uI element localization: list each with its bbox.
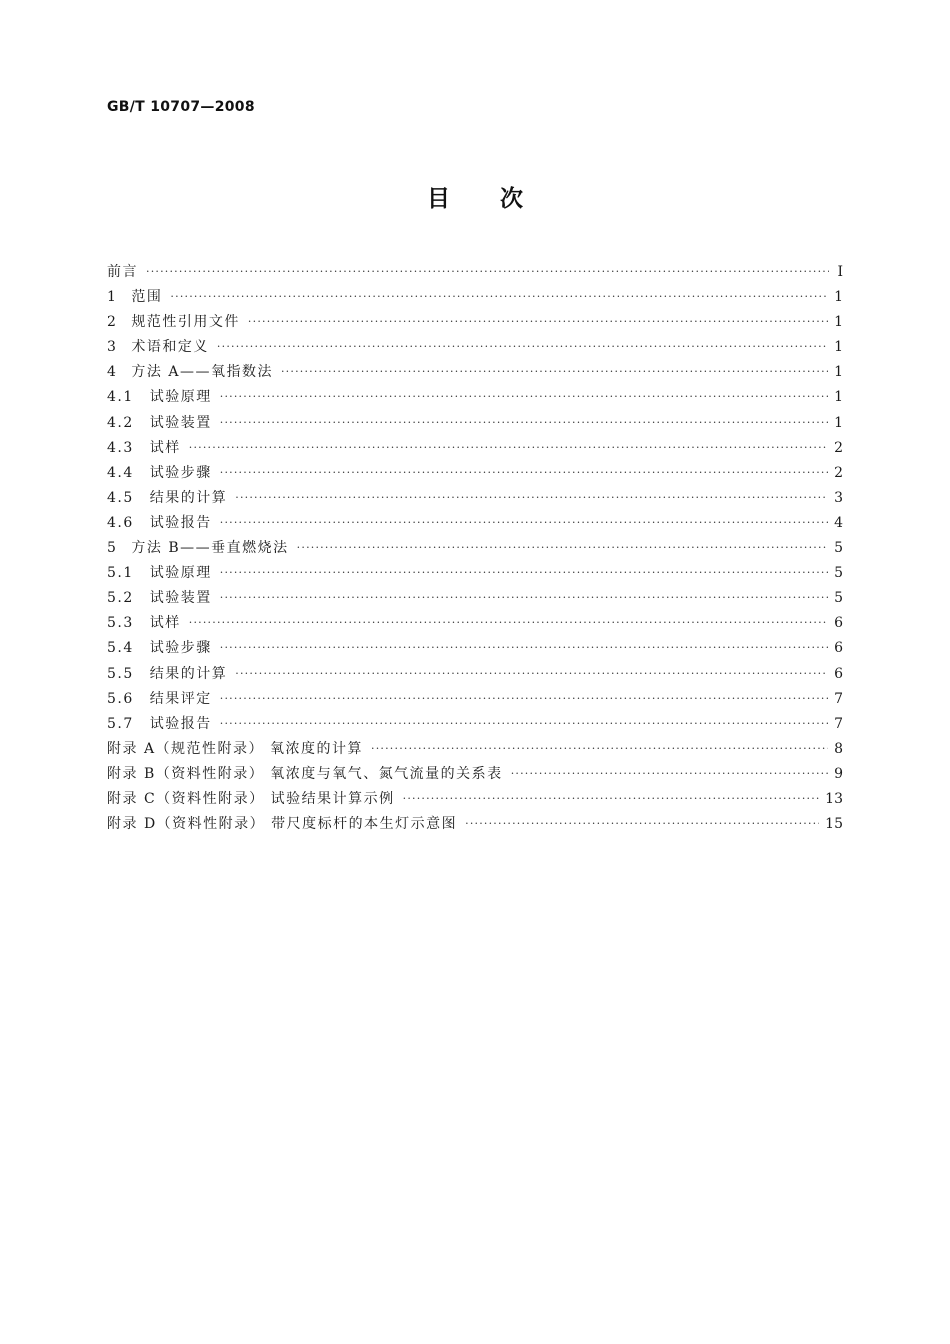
toc-leader-dots [217, 334, 828, 359]
toc-row[interactable] [107, 536, 843, 561]
toc-page-number: 1 [834, 389, 843, 406]
toc-row[interactable] [107, 335, 843, 360]
toc-row[interactable] [107, 762, 843, 787]
toc-leader-dots [220, 711, 828, 736]
toc-page-number: 1 [834, 314, 843, 331]
toc-label: 试验装置 [149, 414, 212, 431]
toc-row[interactable] [107, 561, 843, 586]
toc-section-number: 5 [107, 540, 118, 557]
toc-page-number: 2 [834, 439, 843, 456]
toc-row[interactable] [107, 436, 843, 461]
toc-label: 附录 C（资料性附录） 试验结果计算示例 [107, 790, 395, 807]
toc-section-number: 4.2 [107, 414, 134, 431]
toc-leader-dots [146, 259, 829, 284]
toc-label: 范围 [131, 289, 163, 306]
toc-section-number: 5.3 [107, 615, 134, 632]
toc-label: 试样 [149, 615, 181, 632]
toc-label: 试验步骤 [149, 464, 212, 481]
toc-label: 试验装置 [149, 590, 212, 607]
toc-section-number: 5.4 [107, 640, 134, 657]
toc-row[interactable] [107, 486, 843, 511]
toc-label: 试验步骤 [149, 640, 212, 657]
toc-row[interactable] [107, 385, 843, 410]
toc-page-number: 3 [834, 489, 843, 506]
toc-section-number: 5.7 [107, 715, 134, 732]
toc-label: 方法 B——垂直燃烧法 [131, 540, 289, 557]
toc-label: 试验报告 [149, 514, 212, 531]
toc-leader-dots [189, 435, 828, 460]
toc-label: 前言 [107, 264, 138, 280]
toc-label: 方法 A——氧指数法 [131, 364, 273, 381]
toc-section-number: 4.3 [107, 439, 134, 456]
toc-page-number: 7 [834, 690, 843, 707]
toc-page-number: 6 [834, 640, 843, 657]
toc-row[interactable] [107, 360, 843, 385]
toc-section-number: 4 [107, 364, 118, 381]
toc-leader-dots [220, 585, 828, 610]
toc-leader-dots [220, 410, 828, 435]
toc-leader-dots [403, 786, 820, 811]
toc-leader-dots [235, 485, 828, 510]
toc-label: 试验原理 [149, 565, 212, 582]
toc-label: 试验报告 [149, 715, 212, 732]
toc-page-number: 1 [834, 414, 843, 431]
toc-row[interactable] [107, 586, 843, 611]
toc-page-number: 9 [834, 765, 843, 782]
toc-section-number: 4.1 [107, 389, 134, 406]
toc-page-number: 8 [834, 740, 843, 757]
toc-page-number: 4 [834, 514, 843, 531]
page-title: 目次 [427, 186, 573, 212]
standard-code: GB/T 10707—2008 [107, 99, 255, 115]
toc-leader-dots [170, 284, 828, 309]
toc-section-number: 1 [107, 289, 118, 306]
toc-leader-dots [297, 535, 828, 560]
toc-leader-dots [220, 686, 828, 711]
toc-section-number: 4.6 [107, 514, 134, 531]
toc-row[interactable] [107, 636, 843, 661]
toc-row[interactable] [107, 411, 843, 436]
toc-page-number: 13 [825, 790, 843, 807]
toc-page-number: 15 [825, 816, 843, 833]
toc-leader-dots [220, 635, 828, 660]
toc-label: 术语和定义 [131, 339, 209, 356]
toc-section-number: 3 [107, 339, 118, 356]
toc-page-number: 5 [834, 590, 843, 607]
toc-leader-dots [511, 761, 828, 786]
toc-label: 结果的计算 [149, 665, 228, 682]
toc-section-number: 2 [107, 314, 118, 331]
toc-leader-dots [220, 384, 828, 409]
toc-row[interactable] [107, 461, 843, 486]
toc-page-number: I [837, 264, 843, 280]
toc-page-number: 7 [834, 715, 843, 732]
toc-section-number: 4.5 [107, 489, 134, 506]
table-of-contents [107, 260, 843, 837]
toc-page-number: 5 [834, 565, 843, 582]
toc-page-number: 1 [834, 289, 843, 306]
toc-row[interactable] [107, 787, 843, 812]
toc-leader-dots [220, 510, 828, 535]
toc-row[interactable] [107, 662, 843, 687]
toc-label: 试验原理 [149, 389, 212, 406]
toc-label: 附录 A（规范性附录） 氧浓度的计算 [107, 740, 364, 757]
toc-label: 结果评定 [149, 690, 212, 707]
toc-page-number: 6 [834, 615, 843, 632]
toc-leader-dots [248, 309, 828, 334]
toc-leader-dots [220, 560, 828, 585]
toc-section-number: 5.6 [107, 690, 134, 707]
toc-label: 规范性引用文件 [131, 314, 240, 331]
toc-leader-dots [281, 359, 828, 384]
toc-label: 试样 [149, 439, 181, 456]
toc-label: 结果的计算 [149, 489, 228, 506]
toc-row[interactable] [107, 260, 843, 285]
toc-row[interactable] [107, 511, 843, 536]
toc-row[interactable] [107, 737, 843, 762]
toc-section-number: 5.2 [107, 590, 134, 607]
toc-leader-dots [371, 736, 828, 761]
toc-row[interactable] [107, 285, 843, 310]
toc-leader-dots [465, 811, 819, 836]
toc-label: 附录 B（资料性附录） 氧浓度与氧气、氮气流量的关系表 [107, 765, 503, 782]
toc-leader-dots [189, 610, 828, 635]
toc-row[interactable] [107, 687, 843, 712]
toc-row[interactable] [107, 611, 843, 636]
toc-row[interactable] [107, 812, 843, 837]
toc-page-number: 2 [834, 464, 843, 481]
toc-page-number: 1 [834, 339, 843, 356]
toc-page-number: 6 [834, 665, 843, 682]
toc-label: 附录 D（资料性附录） 带尺度标杆的本生灯示意图 [107, 816, 458, 833]
toc-page-number: 5 [834, 540, 843, 557]
toc-page-number: 1 [834, 364, 843, 381]
toc-leader-dots [220, 460, 828, 485]
toc-section-number: 5.1 [107, 565, 134, 582]
toc-row[interactable] [107, 310, 843, 335]
toc-section-number: 5.5 [107, 665, 134, 682]
toc-row[interactable] [107, 712, 843, 737]
toc-section-number: 4.4 [107, 464, 134, 481]
toc-leader-dots [235, 661, 828, 686]
